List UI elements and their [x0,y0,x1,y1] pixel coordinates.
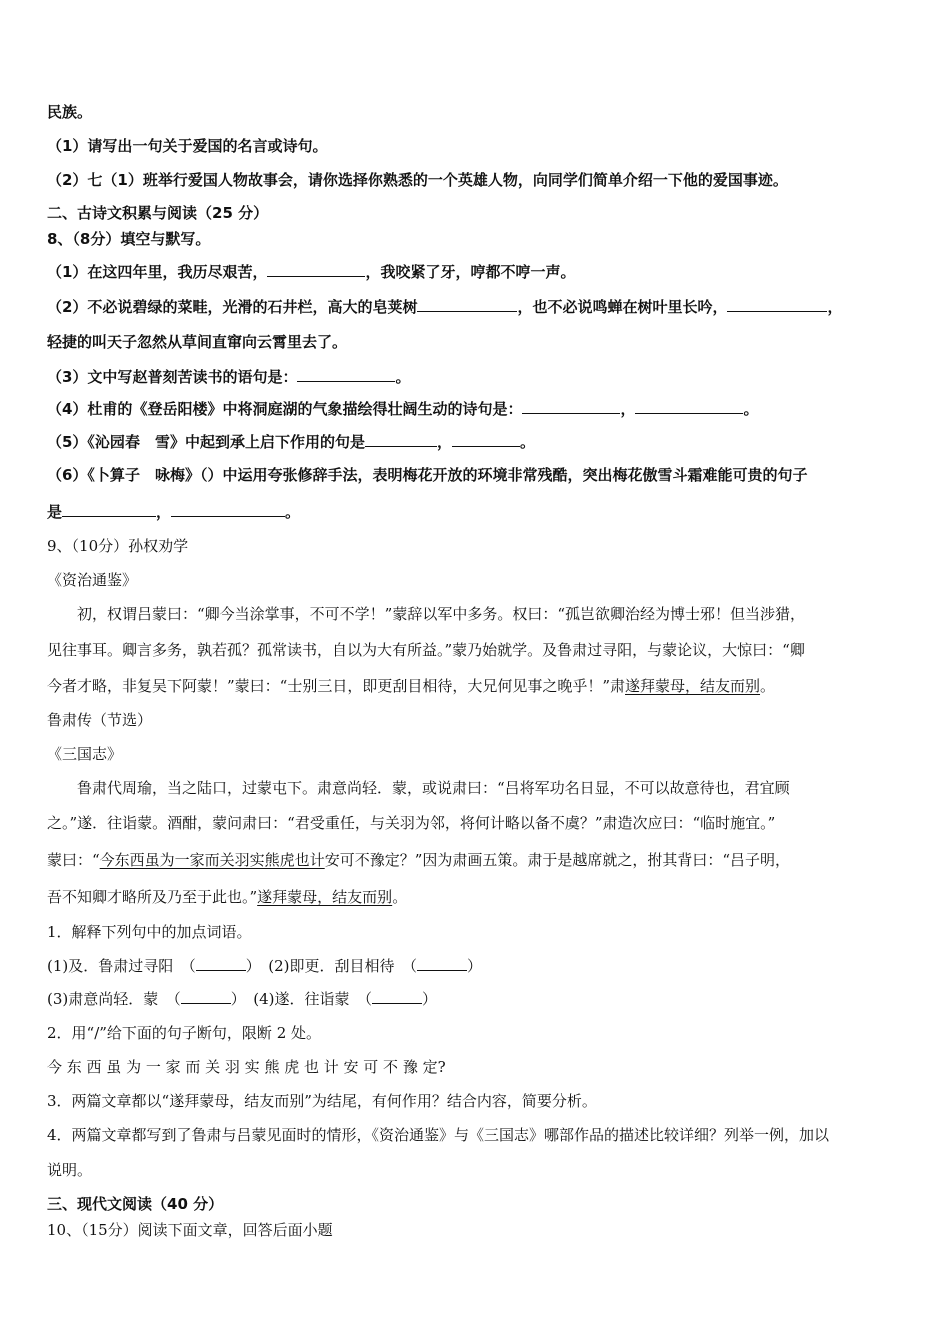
text-segment: ） [422,990,438,1008]
text-segment: ，我咬紧了牙，哼都不哼一声。 [365,263,576,281]
passage-line [47,887,407,907]
passage-line: 见往事耳。卿言多务，孰若孤？孤常读书，自以为大有所益。”蒙乃始就学。及鲁肃过寻阳，与蒙论议，大惊曰：“卿 [47,641,805,659]
answer-blank[interactable] [727,297,827,312]
text-segment: 今者才略，非复吴下阿蒙！”蒙曰：“士别三日，即更刮目相待，大兄何见事之晚乎！”肃 [47,677,626,695]
source-title: 鲁肃传（节选） [47,711,153,729]
text-segment: 。 [519,433,535,451]
text-segment: 是 [47,503,63,521]
sub-question-1: 1．解释下列句中的加点词语。 [47,923,252,941]
answer-blank[interactable] [522,399,620,414]
question-10-title: 10、（15分）阅读下面文章，回答后面小题 [47,1221,333,1239]
sub-question-1-items [47,989,437,1009]
text-segment: （3）文中写赵普刻苦读书的语句是： [47,368,298,386]
answer-blank[interactable] [181,989,231,1004]
text-segment: 。 [285,503,301,521]
text-segment: ， [436,433,452,451]
answer-blank[interactable] [365,432,437,447]
answer-blank[interactable] [196,956,246,971]
passage-line: 鲁肃代周瑜，当之陆口，过蒙屯下。肃意尚轻．蒙，或说肃曰：“吕将军功名日显，不可以故意待也，君宜顾 [77,779,790,797]
text-line: 轻捷的叫天子忽然从草间直窜向云霄里去了。 [47,333,348,351]
answer-blank[interactable] [635,399,743,414]
text-segment: 吾不知卿才略所及乃至于此也。” [47,888,258,906]
source-title: 《三国志》 [47,745,123,763]
answer-blank[interactable] [452,432,520,447]
text-segment: （5）《沁园春 雪》中起到承上启下作用的句是 [47,433,365,451]
sub-question-4: 4．两篇文章都写到了鲁肃与吕蒙见面时的情形，《资治通鉴》与《三国志》哪部作品的描述比较详细？列举一例，加以 [47,1126,830,1144]
text-segment: (1)及．鲁肃过寻阳 （ [47,957,196,975]
passage-line [47,676,775,696]
sub-question-2: 2．用“/”给下面的句子断句，限断 2 处。 [47,1024,322,1042]
answer-blank[interactable] [417,297,517,312]
passage-line: 之。”遂．往诣蒙。酒酣，蒙问肃曰：“君受重任，与关羽为邻，将何计略以备不虞？”肃造次应曰：“临时施宜。” [47,814,776,832]
text-segment: 安可不豫定？”因为肃画五策。肃于是越席就之，拊其背曰：“吕子明， [324,851,791,869]
text-line: 民族。 [47,103,93,121]
sub-question-3: 3．两篇文章都以“遂拜蒙母，结友而别”为结尾，有何作用？结合内容，简要分析。 [47,1092,597,1110]
passage-line: 初，权谓吕蒙曰：“卿今当涂掌事，不可不学！”蒙辞以军中多务。权曰：“孤岂欲卿治经为博士邪！但当涉猎， [77,605,806,623]
underlined-text: 今东西虽为一家而关羽实熊虎也计 [99,851,325,869]
text-segment: 。 [392,888,408,906]
text-segment: ， [156,503,172,521]
text-segment: 。 [743,400,759,418]
text-line [47,502,300,522]
text-segment: ） (2)即更．刮目相待 （ [245,957,417,975]
answer-blank[interactable] [372,989,422,1004]
answer-blank[interactable] [171,502,285,517]
question-8-4 [47,399,758,419]
question-7-1: （1）请写出一句关于爱国的名言或诗句。 [47,137,328,155]
text-segment: ） [467,957,483,975]
question-9-title: 9、（10分）孙权劝学 [47,537,189,555]
source-title: 《资治通鉴》 [47,571,138,589]
question-8-1 [47,262,575,282]
text-line: 说明。 [47,1161,93,1179]
text-segment: （2）不必说碧绿的菜畦，光滑的石井栏，高大的皂荚树 [47,298,418,316]
question-8-6: （6）《卜算子 咏梅》（）中运用夸张修辞手法，表明梅花开放的环境非常残酷，突出梅花傲雪斗霜难能可贵的句子 [47,466,808,484]
text-segment: 。 [395,368,411,386]
text-segment: （4）杜甫的《登岳阳楼》中将洞庭湖的气象描绘得壮阔生动的诗句是： [47,400,523,418]
text-segment: (3)肃意尚轻．蒙 （ [47,990,181,1008]
question-8-5 [47,432,535,452]
answer-blank[interactable] [297,367,395,382]
answer-blank[interactable] [417,956,467,971]
text-segment: 蒙曰：“ [47,851,100,869]
text-segment: ） (4)遂．往诣蒙 （ [230,990,372,1008]
text-segment: ，也不必说鸣蝉在树叶里长吟， [517,298,728,316]
underlined-text: 遂拜蒙母，结友而别 [625,677,761,695]
underlined-text: 遂拜蒙母，结友而别 [257,888,393,906]
text-segment: （1）在这四年里，我历尽艰苦， [47,263,268,281]
text-segment: 。 [760,677,776,695]
sentence-to-punctuate: 今 东 西 虽 为 一 家 而 关 羽 实 熊 虎 也 计 安 可 不 豫 定? [47,1058,446,1076]
section-heading-3: 三、现代文阅读（40 分） [47,1195,224,1213]
text-segment: ， [620,400,636,418]
question-8-2 [47,297,842,317]
question-8-3 [47,367,410,387]
answer-blank[interactable] [62,502,156,517]
passage-line [47,850,790,870]
sub-question-1-items [47,956,482,976]
section-heading-2: 二、古诗文积累与阅读（25 分） [47,204,269,222]
question-7-2: （2）七（1）班举行爱国人物故事会，请你选择你熟悉的一个英雄人物，向同学们简单介绍一下他的爱国事迹。 [47,171,788,189]
question-8-title: 8、（8分）填空与默写。 [47,230,211,248]
answer-blank[interactable] [267,262,365,277]
text-segment: ， [827,298,843,316]
